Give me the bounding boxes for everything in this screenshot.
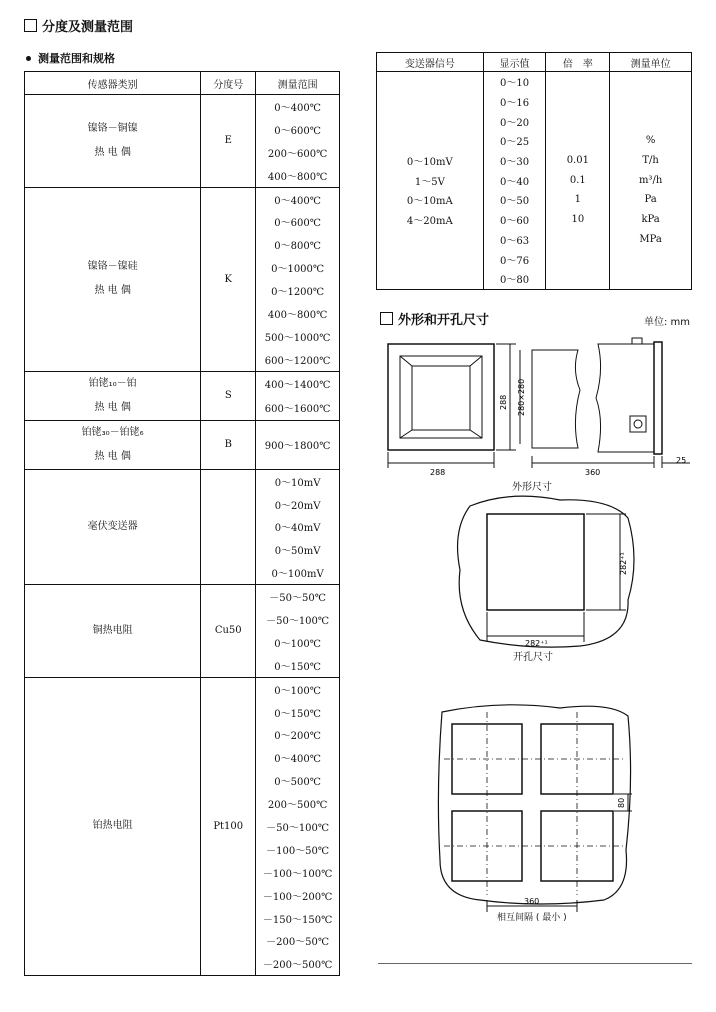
section-title-ranges: 分度及测量范围 <box>24 16 133 35</box>
display-cell: 0～16 <box>483 92 546 112</box>
display-cell: 0～80 <box>483 269 546 289</box>
side-view-bezel <box>654 342 662 454</box>
dim-pitch360: 360 <box>524 897 540 906</box>
display-cell: 0～10 <box>483 72 546 92</box>
unit-cell: m³/h <box>610 170 692 190</box>
sensor-range: 600～1600℃ <box>256 396 340 421</box>
header-multiplier: 倍 率 <box>546 53 610 72</box>
sensor-category-line: 热 电 偶 <box>94 285 131 297</box>
cutout-rect <box>487 514 584 610</box>
sensor-range: 200～600℃ <box>256 141 340 164</box>
divider-line <box>378 963 692 964</box>
sensor-code: S <box>201 371 256 420</box>
sensor-range: －200～50℃ <box>256 930 340 953</box>
sensor-code: B <box>201 420 256 469</box>
sensor-range: 0～20mV <box>256 493 340 516</box>
sensor-range: －50～100℃ <box>256 815 340 838</box>
sensor-category-line: 铂铑₁₀－铂 <box>88 377 137 389</box>
sensor-range: －150～150℃ <box>256 907 340 930</box>
subsection-title: 测量范围和规格 <box>26 50 115 66</box>
sensor-range: －100～200℃ <box>256 884 340 907</box>
sensor-range: 0～200℃ <box>256 723 340 746</box>
sensor-range: －100～50℃ <box>256 838 340 861</box>
sensor-range: 0～500℃ <box>256 769 340 792</box>
dim-cut-h: 282⁺¹ <box>525 639 548 648</box>
sensor-category-line: 铜热电阻 <box>92 624 133 636</box>
dim-gap80: 80 <box>617 797 626 808</box>
multiplier-cell: 0.01 <box>546 151 610 171</box>
sensor-range: －100～100℃ <box>256 861 340 884</box>
sensor-range: 400～800℃ <box>256 302 340 325</box>
sensor-category-line: 铂铑₃₀－铂铑₆ <box>81 426 144 438</box>
sensor-range: 0～10mV <box>256 469 340 492</box>
sensor-range: 0～400℃ <box>256 95 340 118</box>
sensor-range: 0～150℃ <box>256 701 340 724</box>
sensor-range: 500～1000℃ <box>256 325 340 348</box>
header-display: 显示值 <box>483 53 546 72</box>
display-cell: 0～50 <box>483 190 546 210</box>
dim-w288: 288 <box>430 468 446 477</box>
header-unit: 测量单位 <box>610 53 692 72</box>
dim-h280: 280×280 <box>517 378 526 416</box>
sensor-range: 400～800℃ <box>256 164 340 187</box>
dim-cut-v: 282⁺¹ <box>619 552 628 575</box>
sensor-range: 600～1200℃ <box>256 348 340 371</box>
sensor-range: 0～50mV <box>256 538 340 561</box>
sensor-code: Pt100 <box>201 677 256 976</box>
sensor-category-line: 热 电 偶 <box>94 146 131 158</box>
unit-cell: T/h <box>610 151 692 171</box>
caption-spacing: 相互间隔 ( 最小 ) <box>497 913 567 923</box>
sensor-code: E <box>201 95 256 188</box>
side-view-front <box>596 344 654 452</box>
sensor-range: 0～800℃ <box>256 233 340 256</box>
sensor-range: 0～100mV <box>256 561 340 584</box>
unit-cell: Pa <box>610 190 692 210</box>
sensor-range: 0～600℃ <box>256 210 340 233</box>
sensor-code: K <box>201 187 256 371</box>
signal-cell: 0～10mV <box>377 151 484 171</box>
sensor-range: 0～400℃ <box>256 746 340 769</box>
sensor-category-line: 热 电 偶 <box>94 401 131 413</box>
sensor-range: 400～1400℃ <box>256 371 340 396</box>
header-range: 测量范围 <box>256 72 340 95</box>
side-view-connector <box>630 416 646 432</box>
sensor-code: Cu50 <box>201 585 256 678</box>
sensor-range: 900～1800℃ <box>256 420 340 469</box>
sensor-category-line: 热 电 偶 <box>94 450 131 462</box>
signal-cell: 4～20mA <box>377 210 484 230</box>
unit-label: 单位: mm <box>643 317 690 328</box>
display-cell: 0～25 <box>483 131 546 151</box>
display-cell: 0～60 <box>483 210 546 230</box>
sensor-range: －50～50℃ <box>256 585 340 608</box>
sensor-category-line: 镍铬－镍硅 <box>87 261 138 273</box>
sensor-range: 0～100℃ <box>256 677 340 700</box>
sensor-category-line: 镍铬－铜镍 <box>87 122 138 134</box>
sensor-range: －50～100℃ <box>256 608 340 631</box>
sensor-category-line: 毫伏变送器 <box>87 520 138 532</box>
sensor-range: 0～40mV <box>256 515 340 538</box>
signal-cell: 1～5V <box>377 170 484 190</box>
caption-outline: 外形尺寸 <box>512 482 552 493</box>
sensor-range: －200～500℃ <box>256 952 340 975</box>
display-cell: 0～63 <box>483 230 546 250</box>
header-signal: 变送器信号 <box>377 53 484 72</box>
multiplier-cell: 10 <box>546 210 610 230</box>
dim-h288: 288 <box>499 394 508 410</box>
front-view-bezel <box>400 356 482 438</box>
dim-d25: 25 <box>676 456 687 465</box>
sensor-range: 0～100℃ <box>256 631 340 654</box>
header-sensor-type: 传感器类别 <box>25 72 201 95</box>
caption-cutout: 开孔尺寸 <box>513 652 553 663</box>
sensor-category-line: 铂热电阻 <box>92 820 133 832</box>
signal-cell: 0～10mA <box>377 190 484 210</box>
header-code: 分度号 <box>201 72 256 95</box>
unit-cell: MPa <box>610 230 692 250</box>
multiplier-cell: 1 <box>546 190 610 210</box>
sensor-range: 0～600℃ <box>256 118 340 141</box>
section-title-dimensions: 外形和开孔尺寸 <box>380 309 489 328</box>
spacing-panel-outline <box>438 705 630 904</box>
cutout-panel-outline <box>458 496 634 647</box>
unit-cell: kPa <box>610 210 692 230</box>
sensor-range: 200～500℃ <box>256 792 340 815</box>
side-view-rear <box>532 350 580 448</box>
display-cell: 0～20 <box>483 111 546 131</box>
display-cell: 0～40 <box>483 170 546 190</box>
display-cell: 0～76 <box>483 249 546 269</box>
display-cell: 0～30 <box>483 151 546 171</box>
unit-cell: % <box>610 131 692 151</box>
sensor-range: 0～400℃ <box>256 187 340 210</box>
dim-d360: 360 <box>585 468 601 477</box>
sensor-range: 0～150℃ <box>256 654 340 677</box>
sensor-range: 0～1000℃ <box>256 256 340 279</box>
multiplier-cell: 0.1 <box>546 170 610 190</box>
sensor-range: 0～1200℃ <box>256 279 340 302</box>
